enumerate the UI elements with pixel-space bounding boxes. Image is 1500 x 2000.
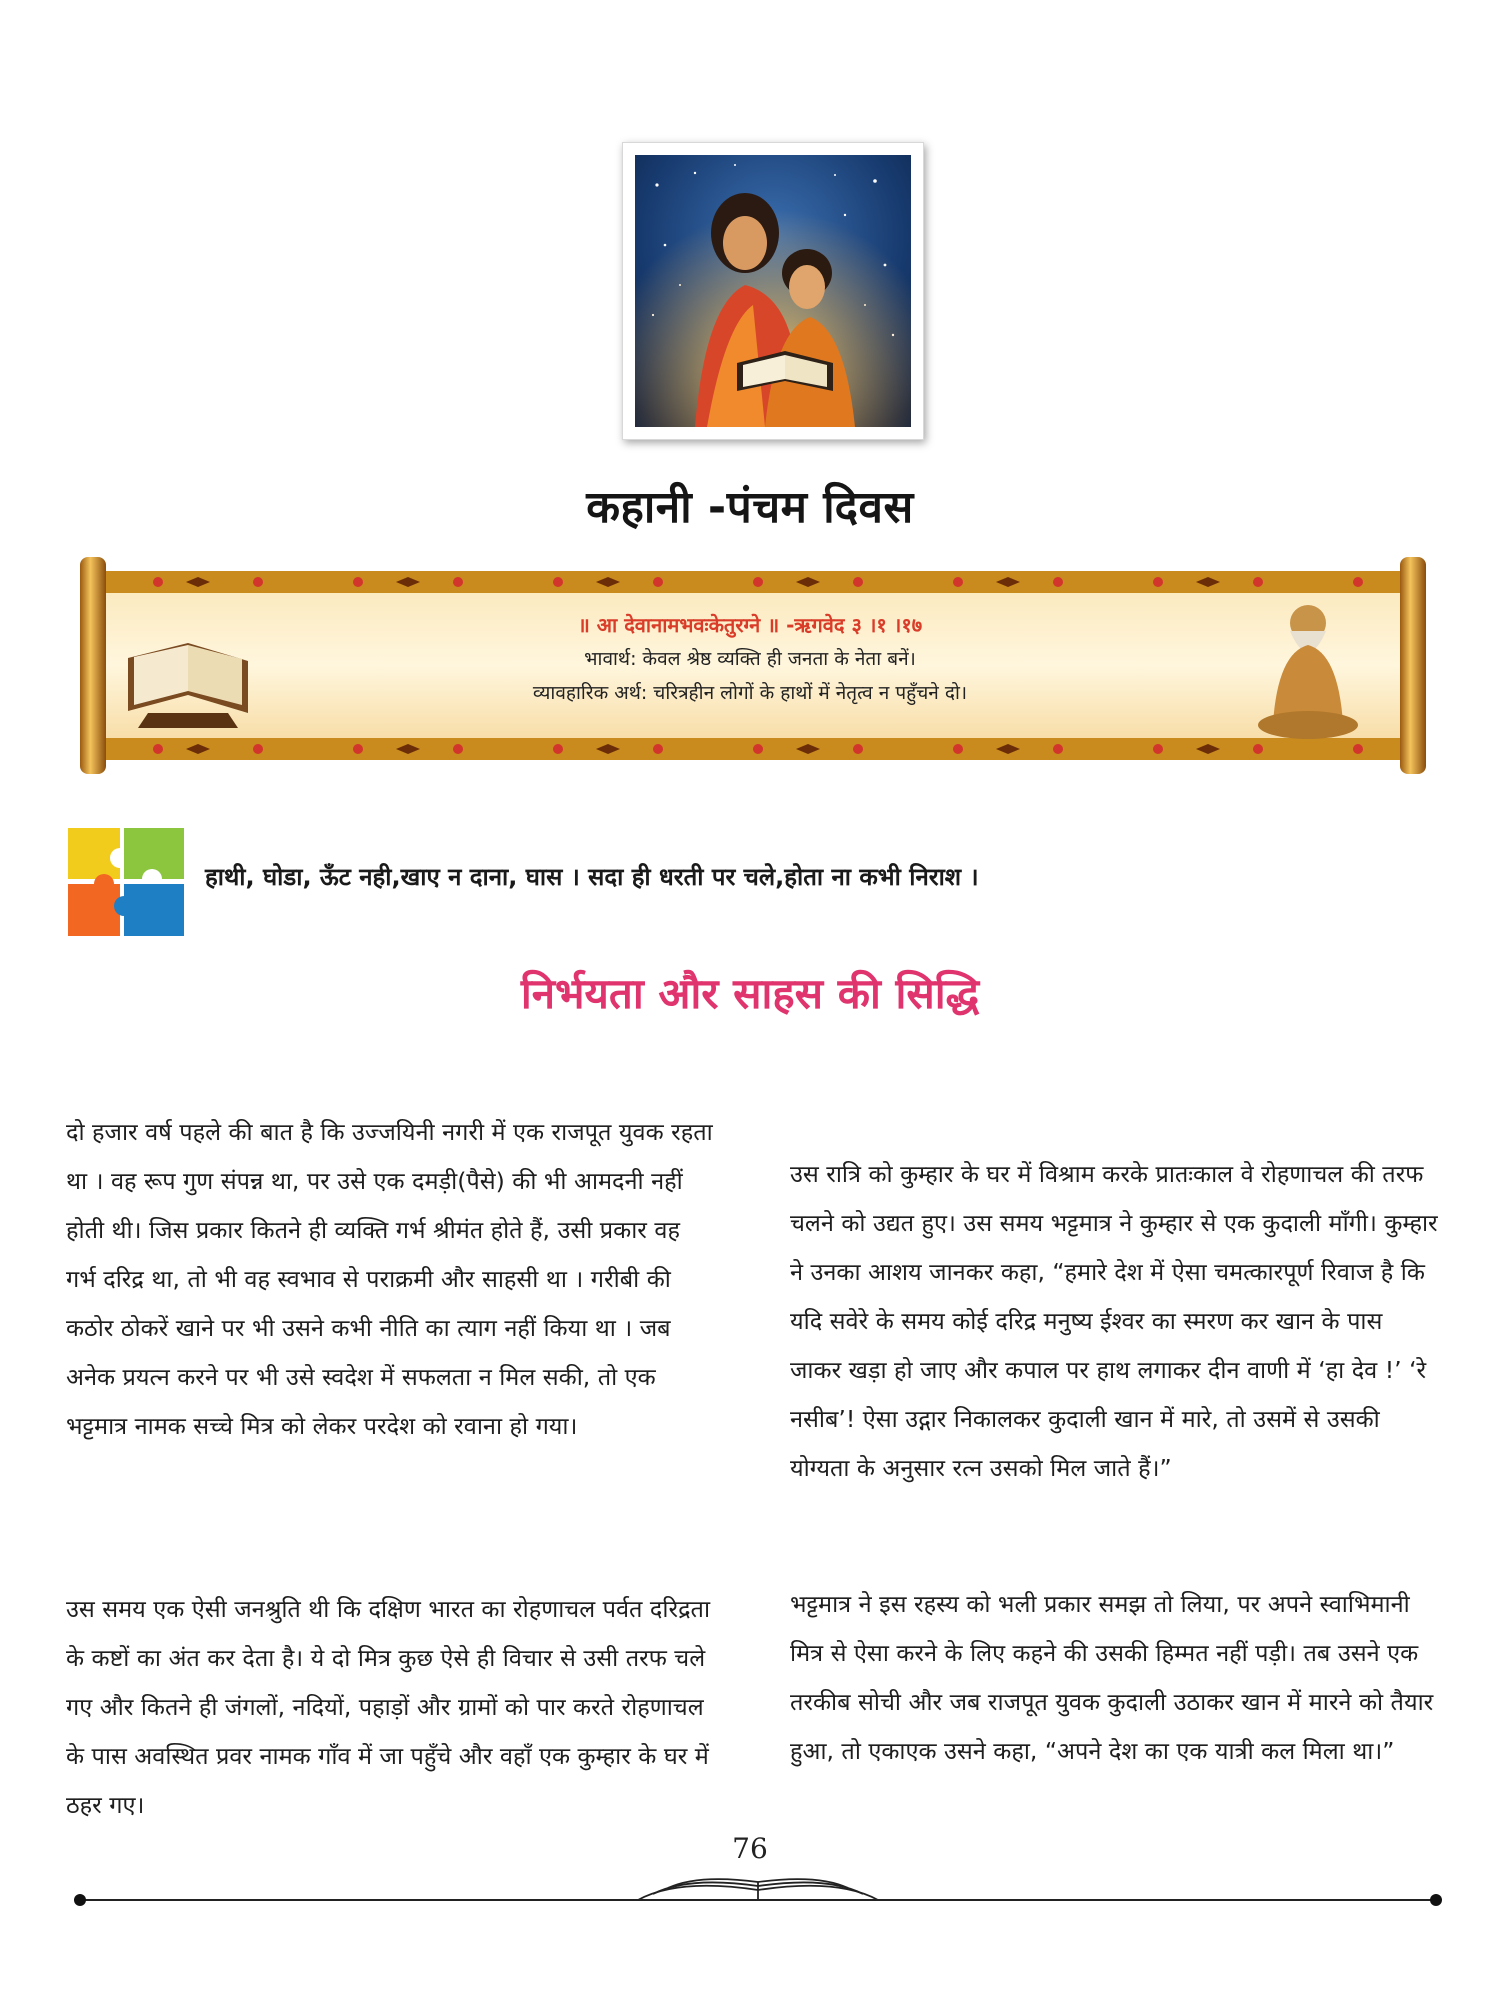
mantra-practical-meaning: व्यावहारिक अर्थ: चरित्रहीन लोगों के हाथों में नेतृत्व न पहुँचने दो। <box>532 682 968 704</box>
story-illustration <box>622 142 924 440</box>
story-column-right <box>790 1150 1440 1493</box>
page-number: 76 <box>732 1832 768 1865</box>
story-column-right <box>790 1580 1440 1776</box>
page-title: कहानी -पंचम दिवस <box>586 482 914 533</box>
story-column-left <box>66 1585 716 1830</box>
open-book-footer-icon <box>638 1879 878 1900</box>
story-title: निर्भयता और साहस की सिद्धि <box>520 969 980 1018</box>
story-paragraph: दो हजार वर्ष पहले की बात है कि उज्जयिनी नगरी में एक राजपूत युवक रहता था । वह रूप गुण संपन्न था, पर उसे एक दमड़ी(पैसे) की भी आमदनी नहीं होती थी। जिस प्रकार कितने ही व्यक्ति गर्भ श्रीमंत होते हैं, उसी प्रकार वह गर्भ दरिद्र था, तो भी वह स्वभाव से पराक्रमी और साहसी था । गरीबी की कठोर ठोकरें खाने पर भी उसने कभी नीति का त्याग नहीं किया था । जब अनेक प्रयत्न करने पर भी उसे स्वदेश में सफलता न मिल सकी, तो एक भट्टमात्र नामक सच्चे मित्र को लेकर परदेश को रवाना हो गया। <box>66 1118 713 1440</box>
footer-divider <box>68 1860 1448 1910</box>
mother-child-reading-image <box>635 155 911 427</box>
story-paragraph: भट्टमात्र ने इस रहस्य को भली प्रकार समझ तो लिया, पर अपने स्वाभिमानी मित्र से ऐसा करने के लिए कहने की उसकी हिम्मत नहीं पड़ी। तब उसने एक तरकीब सोची और जब राजपूत युवक कुदाली उठाकर खान में मारने को तैयार हुआ, तो एकाएक उसने कहा, “अपने देश का एक यात्री कल मिला था।” <box>790 1590 1434 1765</box>
scroll-text <box>330 608 1170 710</box>
story-paragraph: उस रात्रि को कुम्हार के घर में विश्राम करके प्रातःकाल वे रोहणाचल की तरफ चलने को उद्यत हुए। उस समय भट्टमात्र ने कुम्हार से एक कुदाली माँगी। कुम्हार ने उनका आशय जानकर कहा, “हमारे देश में ऐसा चमत्कारपूर्ण रिवाज है कि यदि सवेरे के समय कोई दरिद्र मनुष्य ईश्वर का स्मरण कर खान के पास जाकर खड़ा हो जाए और कपाल पर हाथ लगाकर दीन वाणी में ‘हा देव !’ ‘रे नसीब’! ऐसा उद्गार निकालकर कुदाली खान में मारे, तो उसमें से उसकी योग्यता के अनुसार रत्न उसको मिल जाते हैं।” <box>790 1160 1438 1482</box>
vedic-mantra: ॥ आ देवानामभवःकेतुरग्ने ॥ -ऋगवेद ३ ।१ ।१७ <box>577 613 923 637</box>
story-paragraph: उस समय एक ऐसी जनश्रुति थी कि दक्षिण भारत का रोहणाचल पर्वत दरिद्रता के कष्टों का अंत कर देता है। ये दो मित्र कुछ ऐसे ही विचार से उसी तरफ चले गए और कितने ही जंगलों, नदियों, पहाड़ों और ग्रामों को पार करते रोहणाचल के पास अवस्थित प्रवर नामक गाँव में जा पहुँचे और वहाँ एक कुम्हार के घर में ठहर गए। <box>66 1595 711 1819</box>
puzzle-icon <box>64 824 189 939</box>
story-column-left <box>66 1108 716 1451</box>
mantra-meaning: भावार्थ: केवल श्रेष्ठ व्यक्ति ही जनता के नेता बनें। <box>584 648 916 670</box>
riddle-text: हाथी, घोडा, ऊँट नही,खाए न दाना, घास । सदा ही धरती पर चले,होता ना कभी निराश । <box>205 863 979 891</box>
